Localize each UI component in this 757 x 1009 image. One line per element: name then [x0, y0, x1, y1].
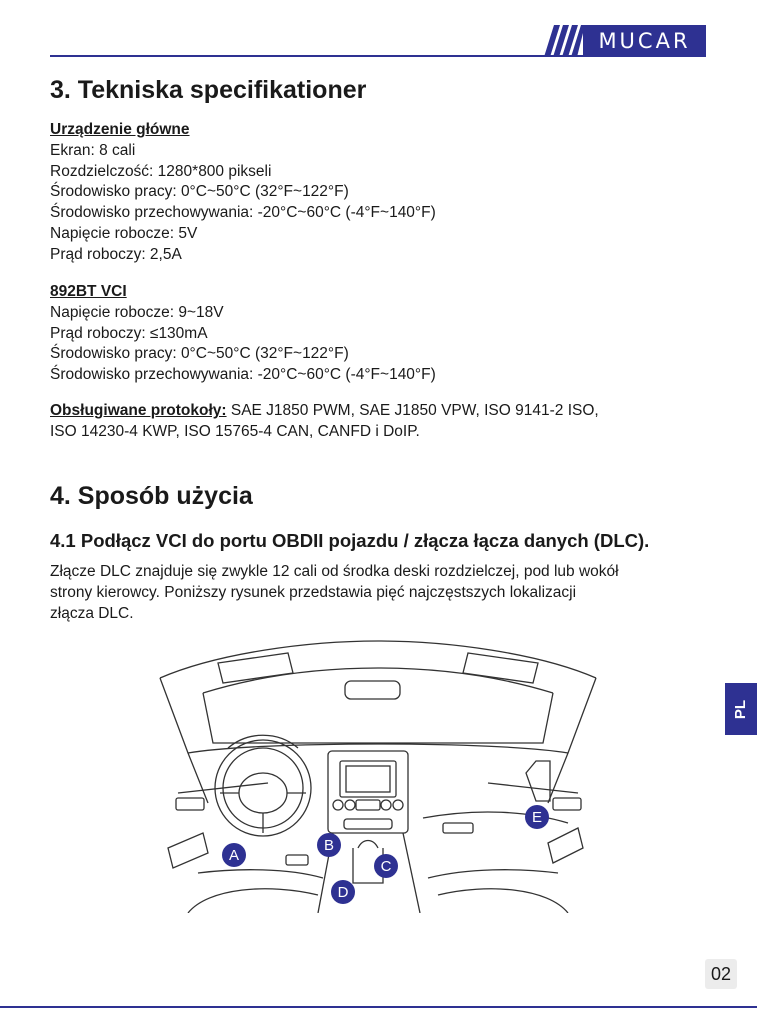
- protocols-text: SAE J1850 PWM, SAE J1850 VPW, ISO 9141-2 ISO,: [226, 402, 599, 419]
- logo-stripes-icon: [543, 25, 583, 57]
- language-tab-label: PL: [732, 699, 750, 719]
- spec-line: Środowisko pracy: 0°C~50°C (32°F~122°F): [50, 345, 349, 363]
- spec-line: Środowisko przechowywania: -20°C~60°C (-4°F~140°F): [50, 366, 436, 384]
- spec-line: Napięcie robocze: 9~18V: [50, 303, 224, 321]
- vci-heading: 892BT VCI: [50, 283, 127, 300]
- header-divider: [50, 55, 705, 57]
- spec-line: Prąd roboczy: 2,5A: [50, 245, 182, 263]
- protocols-specs: [50, 401, 710, 443]
- paragraph-line: złącza DLC.: [50, 604, 134, 622]
- section-4-1-subtitle: 4.1 Podłącz VCI do portu OBDII pojazdu / złącza łącza danych (DLC).: [50, 530, 650, 551]
- paragraph-line: strony kierowcy. Poniższy rysunek przedstawia pięć najczęstszych lokalizacji: [50, 583, 577, 601]
- main-unit-heading: Urządzenie główne: [50, 121, 190, 138]
- spec-line: Rozdzielczość: 1280*800 pikseli: [50, 162, 272, 180]
- marker-e: [525, 805, 549, 829]
- section-4-title: 4. Sposób użycia: [50, 482, 253, 510]
- marker-b: [317, 833, 341, 857]
- svg-text:E: E: [531, 809, 543, 826]
- marker-c: [374, 854, 398, 878]
- marker-a: [222, 843, 246, 867]
- svg-text:D: D: [337, 884, 349, 901]
- dlc-paragraph: [50, 562, 710, 624]
- spec-line: Napięcie robocze: 5V: [50, 224, 198, 242]
- brand-logo: MUCAR: [583, 25, 706, 57]
- marker-d: [331, 880, 355, 904]
- language-tab: [725, 683, 757, 735]
- dlc-locations-illustration: [158, 633, 598, 913]
- main-unit-specs: [50, 120, 710, 266]
- spec-line: Ekran: 8 cali: [50, 141, 136, 159]
- svg-text:C: C: [380, 858, 392, 875]
- protocols-text-2: ISO 14230-4 KWP, ISO 15765-4 CAN, CANFD i DoIP.: [50, 422, 420, 440]
- section-3-title: 3. Tekniska specifikationer: [50, 76, 367, 104]
- spec-line: Środowisko pracy: 0°C~50°C (32°F~122°F): [50, 183, 349, 201]
- paragraph-line: Złącze DLC znajduje się zwykle 12 cali od środka deski rozdzielczej, pod lub wokół: [50, 563, 619, 580]
- protocols-label: Obsługiwane protokoły:: [50, 402, 227, 419]
- svg-text:A: A: [228, 847, 240, 864]
- spec-line: Prąd roboczy: ≤130mA: [50, 324, 208, 342]
- page-number: 02: [705, 959, 737, 989]
- svg-text:B: B: [323, 837, 335, 854]
- vci-specs: [50, 282, 710, 386]
- spec-line: Środowisko przechowywania: -20°C~60°C (-4°F~140°F): [50, 204, 436, 222]
- footer-divider: [0, 1006, 757, 1008]
